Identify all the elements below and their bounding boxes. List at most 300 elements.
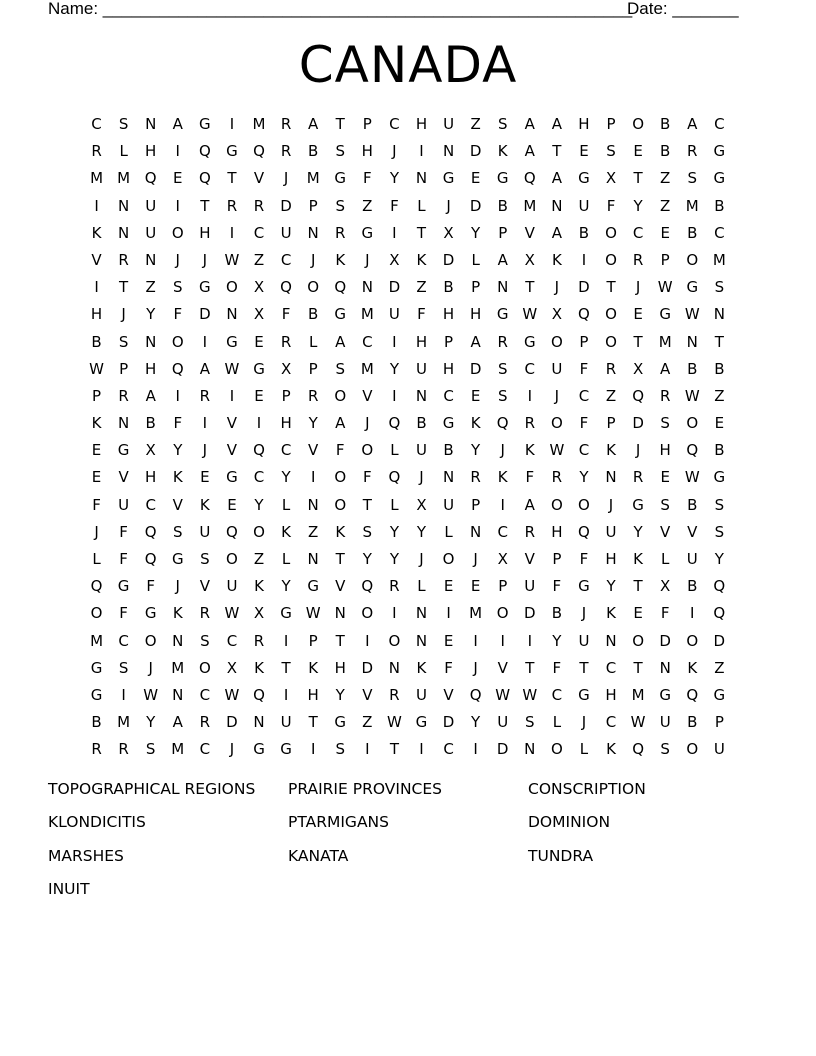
grid-letter[interactable]: G — [117, 441, 130, 460]
grid-letter[interactable]: R — [307, 386, 319, 405]
grid-letter[interactable]: E — [660, 468, 670, 487]
grid-letter[interactable]: V — [199, 577, 210, 596]
grid-letter[interactable]: R — [226, 196, 238, 215]
grid-letter[interactable]: W — [305, 604, 321, 623]
grid-letter[interactable]: G — [632, 495, 644, 514]
grid-letter[interactable]: Y — [633, 522, 643, 541]
grid-letter[interactable]: A — [470, 332, 481, 351]
grid-letter[interactable]: N — [118, 196, 130, 215]
grid-letter[interactable]: F — [119, 550, 128, 568]
grid-letter[interactable]: L — [417, 577, 426, 596]
grid-letter[interactable]: N — [415, 604, 428, 623]
grid-letter[interactable]: B — [687, 223, 698, 242]
grid-letter[interactable]: C — [362, 332, 373, 351]
grid-letter[interactable]: X — [389, 250, 400, 269]
grid-letter[interactable]: R — [91, 740, 102, 759]
grid-letter[interactable]: B — [687, 359, 698, 378]
grid-letter[interactable]: Y — [471, 713, 481, 732]
grid-letter[interactable]: Y — [335, 685, 345, 704]
grid-letter[interactable]: P — [362, 115, 372, 133]
grid-letter[interactable]: N — [361, 278, 373, 297]
grid-letter[interactable]: S — [118, 658, 129, 677]
grid-letter[interactable]: M — [712, 250, 726, 269]
grid-letter[interactable]: P — [281, 386, 291, 405]
grid-letter[interactable]: T — [525, 658, 535, 677]
grid-letter[interactable]: U — [686, 550, 698, 568]
grid-letter[interactable]: W — [224, 250, 240, 269]
grid-letter[interactable]: W — [549, 441, 565, 460]
grid-letter[interactable]: G — [226, 142, 238, 161]
grid-letter[interactable]: N — [551, 196, 563, 215]
grid-letter[interactable]: C — [443, 386, 454, 405]
grid-letter[interactable]: V — [362, 685, 373, 704]
grid-letter[interactable]: P — [471, 278, 481, 297]
grid-letter[interactable]: S — [714, 522, 725, 541]
grid-letter[interactable]: C — [714, 115, 725, 133]
grid-letter[interactable]: M — [90, 169, 104, 188]
grid-letter[interactable]: K — [524, 441, 535, 460]
grid-letter[interactable]: R — [118, 740, 129, 759]
grid-letter[interactable]: D — [713, 631, 726, 650]
grid-letter[interactable]: O — [198, 658, 211, 677]
grid-letter[interactable]: H — [334, 658, 346, 677]
grid-letter[interactable]: T — [200, 196, 210, 215]
grid-letter[interactable]: N — [524, 740, 536, 759]
grid-letter[interactable]: W — [630, 713, 646, 732]
grid-letter[interactable]: L — [471, 250, 480, 269]
grid-letter[interactable]: X — [280, 359, 292, 378]
grid-letter[interactable]: S — [687, 169, 698, 188]
grid-letter[interactable]: C — [118, 631, 129, 650]
grid-letter[interactable]: K — [606, 740, 616, 759]
grid-letter[interactable]: D — [442, 713, 455, 732]
grid-letter[interactable]: Y — [633, 196, 643, 215]
grid-letter[interactable]: E — [254, 386, 264, 405]
grid-letter[interactable]: C — [524, 359, 536, 378]
grid-letter[interactable]: U — [415, 359, 427, 378]
grid-letter[interactable]: K — [172, 604, 183, 623]
grid-letter[interactable]: C — [253, 223, 265, 242]
grid-letter[interactable]: I — [419, 142, 424, 161]
grid-letter[interactable]: L — [390, 495, 399, 514]
grid-letter[interactable]: R — [253, 196, 265, 215]
grid-letter[interactable]: J — [202, 441, 208, 460]
grid-letter[interactable]: Z — [660, 196, 671, 215]
grid-letter[interactable]: O — [632, 115, 644, 133]
grid-letter[interactable]: K — [633, 550, 644, 568]
grid-letter[interactable]: P — [119, 359, 129, 378]
grid-letter[interactable]: B — [497, 196, 508, 215]
grid-letter[interactable]: X — [524, 250, 535, 269]
grid-letter[interactable]: X — [605, 169, 617, 188]
grid-letter[interactable]: J — [283, 169, 289, 188]
grid-letter[interactable]: F — [552, 658, 562, 677]
grid-letter[interactable]: I — [581, 250, 587, 269]
grid-letter[interactable]: B — [145, 414, 156, 433]
grid-letter[interactable]: Q — [686, 441, 699, 460]
grid-letter[interactable]: I — [527, 631, 532, 650]
grid-letter[interactable]: S — [200, 550, 210, 568]
grid-letter[interactable]: W — [684, 468, 700, 487]
grid-letter[interactable]: O — [442, 550, 455, 568]
grid-letter[interactable]: J — [175, 250, 180, 269]
grid-letter[interactable]: R — [280, 115, 292, 133]
grid-letter[interactable]: O — [334, 386, 347, 405]
grid-letter[interactable]: I — [229, 386, 235, 405]
grid-letter[interactable]: E — [443, 577, 454, 596]
grid-letter[interactable]: G — [713, 468, 726, 487]
grid-letter[interactable]: A — [335, 332, 346, 351]
grid-letter[interactable]: W — [386, 713, 402, 732]
grid-letter[interactable]: Q — [632, 740, 644, 759]
grid-letter[interactable]: S — [497, 359, 508, 378]
grid-letter[interactable]: K — [199, 495, 210, 514]
grid-letter[interactable]: W — [657, 278, 673, 297]
grid-letter[interactable]: N — [307, 495, 319, 514]
grid-letter[interactable]: K — [497, 468, 508, 487]
grid-letter[interactable]: F — [579, 414, 589, 433]
grid-letter[interactable]: Q — [713, 604, 726, 623]
grid-letter[interactable]: G — [90, 658, 103, 677]
grid-letter[interactable]: U — [280, 713, 292, 732]
grid-letter[interactable]: F — [390, 196, 399, 215]
grid-letter[interactable]: Y — [281, 577, 291, 596]
grid-letter[interactable]: H — [551, 522, 563, 541]
grid-letter[interactable]: G — [523, 332, 536, 351]
grid-letter[interactable]: T — [227, 169, 237, 188]
grid-letter[interactable]: V — [524, 223, 535, 242]
grid-letter[interactable]: M — [252, 115, 266, 133]
grid-letter[interactable]: B — [308, 305, 319, 324]
grid-letter[interactable]: P — [444, 332, 454, 351]
grid-letter[interactable]: O — [550, 332, 563, 351]
grid-letter[interactable]: A — [308, 115, 319, 133]
grid-letter[interactable]: R — [280, 142, 292, 161]
grid-letter[interactable]: W — [495, 685, 511, 704]
grid-letter[interactable]: A — [172, 713, 183, 732]
grid-letter[interactable]: H — [145, 142, 157, 161]
grid-letter[interactable]: K — [335, 250, 346, 269]
grid-letter[interactable]: Y — [471, 223, 481, 242]
grid-letter[interactable]: T — [552, 142, 562, 161]
grid-letter[interactable]: I — [527, 386, 532, 405]
grid-letter[interactable]: J — [121, 305, 126, 324]
grid-letter[interactable]: B — [443, 441, 454, 460]
grid-letter[interactable]: R — [687, 142, 698, 161]
grid-letter[interactable]: A — [551, 115, 562, 133]
grid-letter[interactable]: C — [443, 740, 454, 759]
grid-letter[interactable]: Y — [552, 631, 562, 650]
grid-letter[interactable]: D — [496, 740, 509, 759]
grid-letter[interactable]: J — [175, 577, 180, 596]
grid-letter[interactable]: Z — [660, 169, 671, 188]
grid-letter[interactable]: Z — [253, 550, 265, 568]
grid-letter[interactable]: C — [632, 223, 644, 242]
grid-letter[interactable]: G — [686, 278, 699, 297]
grid-letter[interactable]: P — [660, 250, 670, 269]
grid-letter[interactable]: O — [605, 305, 617, 324]
grid-letter[interactable]: U — [443, 115, 455, 133]
grid-letter[interactable]: V — [226, 414, 238, 433]
grid-letter[interactable]: U — [199, 522, 211, 541]
grid-letter[interactable]: G — [334, 713, 347, 732]
grid-letter[interactable]: G — [361, 223, 374, 242]
grid-letter[interactable]: X — [145, 441, 156, 460]
grid-letter[interactable]: O — [496, 604, 509, 623]
grid-letter[interactable]: G — [307, 577, 319, 596]
grid-letter[interactable]: J — [635, 278, 641, 297]
grid-letter[interactable]: J — [419, 550, 424, 568]
grid-letter[interactable]: B — [416, 414, 427, 433]
grid-letter[interactable]: G — [496, 169, 509, 188]
grid-letter[interactable]: N — [497, 278, 509, 297]
grid-letter[interactable]: Q — [144, 169, 157, 188]
grid-letter[interactable]: J — [229, 740, 235, 759]
grid-letter[interactable]: F — [417, 305, 426, 324]
grid-letter[interactable]: V — [335, 577, 346, 596]
grid-letter[interactable]: D — [469, 196, 482, 215]
grid-letter[interactable]: R — [335, 223, 346, 242]
grid-letter[interactable]: U — [415, 441, 427, 460]
grid-letter[interactable]: Q — [578, 522, 590, 541]
grid-letter[interactable]: J — [608, 495, 614, 514]
grid-letter[interactable]: N — [118, 223, 130, 242]
grid-letter[interactable]: U — [497, 713, 509, 732]
grid-letter[interactable]: R — [199, 713, 211, 732]
grid-letter[interactable]: A — [551, 223, 562, 242]
grid-letter[interactable]: N — [605, 468, 617, 487]
grid-letter[interactable]: U — [388, 305, 400, 324]
grid-letter[interactable]: Y — [254, 495, 264, 514]
grid-letter[interactable]: J — [581, 604, 587, 623]
grid-letter[interactable]: P — [714, 713, 724, 732]
grid-letter[interactable]: N — [713, 305, 725, 324]
grid-letter[interactable]: X — [443, 223, 454, 242]
grid-letter[interactable]: O — [144, 631, 157, 650]
grid-letter[interactable]: J — [365, 250, 370, 269]
grid-letter[interactable]: D — [469, 142, 482, 161]
grid-letter[interactable]: I — [175, 142, 180, 161]
grid-letter[interactable]: X — [497, 550, 508, 568]
grid-letter[interactable]: Q — [171, 359, 184, 378]
grid-letter[interactable]: L — [417, 196, 426, 215]
grid-letter[interactable]: T — [525, 278, 535, 297]
grid-letter[interactable]: J — [94, 522, 99, 541]
grid-letter[interactable]: G — [144, 604, 157, 623]
grid-letter[interactable]: G — [253, 740, 265, 759]
grid-letter[interactable]: O — [605, 332, 617, 351]
grid-letter[interactable]: Z — [605, 386, 617, 405]
grid-letter[interactable]: E — [173, 169, 183, 188]
grid-letter[interactable]: M — [523, 196, 537, 215]
grid-letter[interactable]: W — [224, 685, 240, 704]
grid-letter[interactable]: Y — [308, 414, 318, 433]
grid-letter[interactable]: Y — [362, 550, 372, 568]
grid-letter[interactable]: H — [415, 115, 428, 133]
grid-letter[interactable]: J — [392, 142, 397, 161]
grid-letter[interactable]: U — [280, 223, 292, 242]
grid-letter[interactable]: M — [306, 169, 320, 188]
grid-letter[interactable]: Q — [90, 577, 103, 596]
grid-letter[interactable]: F — [363, 468, 372, 487]
grid-letter[interactable]: V — [524, 550, 535, 568]
grid-letter[interactable]: G — [334, 305, 347, 324]
grid-letter[interactable]: I — [392, 223, 397, 242]
grid-letter[interactable]: S — [606, 142, 616, 161]
grid-letter[interactable]: M — [631, 685, 645, 704]
grid-letter[interactable]: V — [497, 658, 508, 677]
grid-letter[interactable]: O — [550, 740, 563, 759]
grid-letter[interactable]: A — [497, 250, 508, 269]
grid-letter[interactable]: E — [443, 631, 454, 650]
grid-letter[interactable]: L — [308, 332, 318, 351]
grid-letter[interactable]: P — [308, 631, 318, 650]
grid-letter[interactable]: H — [578, 115, 590, 133]
grid-letter[interactable]: E — [200, 468, 210, 487]
grid-letter[interactable]: S — [118, 115, 129, 133]
grid-letter[interactable]: R — [199, 386, 211, 405]
grid-letter[interactable]: M — [658, 332, 672, 351]
grid-letter[interactable]: Z — [308, 522, 319, 541]
grid-letter[interactable]: G — [253, 359, 265, 378]
grid-letter[interactable]: Y — [471, 441, 481, 460]
grid-letter[interactable]: I — [392, 332, 397, 351]
grid-letter[interactable]: P — [92, 386, 102, 405]
grid-letter[interactable]: I — [365, 631, 370, 650]
grid-letter[interactable]: C — [253, 468, 265, 487]
grid-letter[interactable]: X — [253, 278, 265, 297]
grid-letter[interactable]: O — [307, 278, 320, 297]
grid-letter[interactable]: F — [335, 441, 345, 460]
grid-letter[interactable]: K — [281, 522, 291, 541]
grid-letter[interactable]: C — [91, 115, 102, 133]
grid-letter[interactable]: A — [524, 495, 535, 514]
grid-letter[interactable]: L — [661, 550, 670, 568]
grid-letter[interactable]: O — [171, 332, 184, 351]
grid-letter[interactable]: T — [308, 713, 318, 732]
grid-letter[interactable]: Q — [253, 685, 265, 704]
grid-letter[interactable]: I — [446, 604, 451, 623]
grid-letter[interactable]: P — [308, 359, 318, 378]
grid-letter[interactable]: R — [524, 414, 535, 433]
grid-letter[interactable]: S — [660, 740, 670, 759]
grid-letter[interactable]: T — [633, 658, 643, 677]
grid-letter[interactable]: Q — [144, 522, 157, 541]
grid-letter[interactable]: N — [172, 631, 184, 650]
grid-letter[interactable]: H — [469, 305, 482, 324]
grid-letter[interactable]: K — [416, 658, 427, 677]
grid-letter[interactable]: Q — [388, 468, 401, 487]
grid-letter[interactable]: S — [335, 359, 345, 378]
grid-letter[interactable]: K — [91, 414, 102, 433]
grid-letter[interactable]: Q — [578, 305, 590, 324]
grid-letter[interactable]: F — [119, 522, 128, 541]
grid-letter[interactable]: Q — [523, 169, 536, 188]
grid-letter[interactable]: A — [145, 386, 156, 405]
grid-letter[interactable]: F — [552, 577, 562, 596]
grid-letter[interactable]: Z — [145, 278, 156, 297]
grid-letter[interactable]: Q — [469, 685, 482, 704]
grid-letter[interactable]: N — [388, 658, 401, 677]
grid-letter[interactable]: H — [605, 685, 617, 704]
grid-letter[interactable]: Y — [579, 468, 589, 487]
grid-letter[interactable]: H — [361, 142, 373, 161]
grid-letter[interactable]: C — [199, 740, 211, 759]
grid-letter[interactable]: T — [335, 631, 345, 650]
grid-letter[interactable]: A — [660, 359, 671, 378]
grid-letter[interactable]: I — [500, 631, 505, 650]
grid-letter[interactable]: S — [173, 522, 183, 541]
grid-letter[interactable]: O — [334, 468, 347, 487]
grid-letter[interactable]: K — [470, 414, 481, 433]
grid-letter[interactable]: T — [579, 658, 589, 677]
grid-letter[interactable]: N — [334, 604, 346, 623]
grid-letter[interactable]: S — [362, 522, 373, 541]
grid-letter[interactable]: T — [362, 495, 372, 514]
grid-letter[interactable]: A — [524, 115, 535, 133]
grid-letter[interactable]: O — [361, 441, 374, 460]
grid-letter[interactable]: K — [687, 658, 698, 677]
grid-letter[interactable]: I — [175, 196, 180, 215]
grid-letter[interactable]: O — [550, 414, 563, 433]
grid-letter[interactable]: S — [497, 386, 508, 405]
grid-letter[interactable]: B — [687, 495, 698, 514]
grid-letter[interactable]: C — [605, 658, 617, 677]
grid-letter[interactable]: U — [605, 522, 617, 541]
grid-letter[interactable]: I — [310, 468, 316, 487]
grid-letter[interactable]: M — [171, 658, 185, 677]
grid-letter[interactable]: E — [633, 604, 643, 623]
grid-letter[interactable]: P — [606, 414, 616, 433]
grid-letter[interactable]: B — [687, 713, 698, 732]
grid-letter[interactable]: K — [551, 250, 562, 269]
grid-letter[interactable]: S — [173, 278, 183, 297]
grid-letter[interactable]: I — [473, 740, 478, 759]
grid-letter[interactable]: F — [281, 305, 291, 324]
grid-letter[interactable]: G — [117, 577, 130, 596]
grid-letter[interactable]: T — [389, 740, 399, 759]
grid-letter[interactable]: D — [469, 359, 482, 378]
grid-letter[interactable]: H — [415, 332, 428, 351]
grid-letter[interactable]: C — [226, 631, 238, 650]
grid-letter[interactable]: T — [281, 658, 291, 677]
grid-letter[interactable]: L — [92, 550, 101, 568]
grid-letter[interactable]: S — [497, 115, 508, 133]
grid-letter[interactable]: J — [554, 278, 560, 297]
grid-letter[interactable]: N — [686, 332, 698, 351]
grid-letter[interactable]: H — [90, 305, 103, 324]
grid-letter[interactable]: S — [660, 414, 670, 433]
grid-letter[interactable]: O — [361, 604, 374, 623]
grid-letter[interactable]: N — [145, 332, 157, 351]
grid-letter[interactable]: O — [171, 223, 184, 242]
grid-letter[interactable]: I — [310, 740, 316, 759]
grid-letter[interactable]: K — [254, 577, 264, 596]
grid-letter[interactable]: Y — [389, 550, 399, 568]
grid-letter[interactable]: Q — [253, 441, 265, 460]
grid-letter[interactable]: W — [143, 685, 159, 704]
grid-letter[interactable]: A — [172, 115, 183, 133]
grid-letter[interactable]: S — [335, 196, 345, 215]
grid-letter[interactable]: D — [361, 658, 374, 677]
grid-letter[interactable]: I — [94, 196, 99, 215]
grid-letter[interactable]: F — [444, 658, 453, 677]
grid-letter[interactable]: J — [473, 550, 478, 568]
grid-letter[interactable]: A — [199, 359, 210, 378]
grid-letter[interactable]: N — [415, 631, 428, 650]
grid-letter[interactable]: W — [522, 685, 538, 704]
grid-letter[interactable]: N — [253, 713, 265, 732]
